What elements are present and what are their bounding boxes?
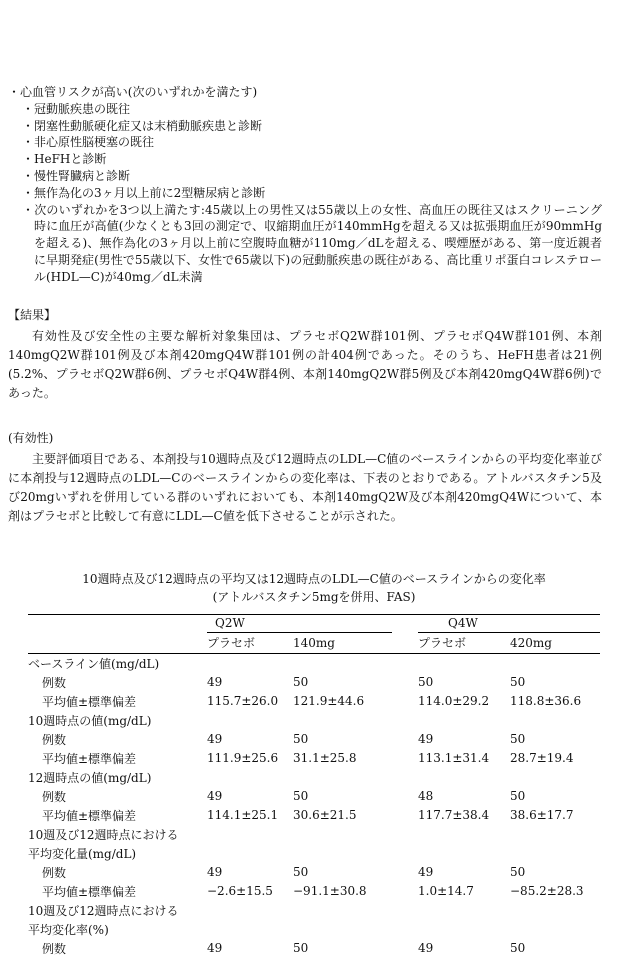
cell-value <box>510 768 600 787</box>
cell-value: 114.0±29.2 <box>418 694 490 709</box>
cell-value <box>418 825 510 844</box>
cell-value <box>293 768 418 787</box>
row-label: 例数 <box>42 865 67 880</box>
cell-value: 49 <box>207 732 223 747</box>
cell-value: −85.2±28.3 <box>510 884 584 899</box>
group-header-label: Q4W <box>418 615 600 633</box>
table-row <box>28 653 600 673</box>
cell-value: −2.6±15.5 <box>207 884 273 899</box>
col-header-placebo-q4w: プラセボ <box>418 634 510 654</box>
row-label: 平均変化率(%) <box>28 922 109 937</box>
cell-value: 50 <box>293 732 309 747</box>
cell-value: 30.6±21.5 <box>293 808 357 823</box>
cell-value: 50 <box>418 675 434 690</box>
row-label: 12週時点の値(mg/dL) <box>28 770 152 785</box>
cell-value <box>510 920 600 939</box>
cell-value <box>293 711 418 730</box>
criteria-list <box>8 84 602 286</box>
table-row <box>28 882 600 901</box>
row-label: 平均変化量(mg/dL) <box>28 846 137 861</box>
cell-value <box>510 901 600 920</box>
ldl-table-body <box>28 653 600 958</box>
row-label: ベースライン値(mg/dL) <box>28 656 160 671</box>
col-header-placebo-q2w: プラセボ <box>207 634 293 654</box>
bullet-item: ・閉塞性動脈硬化症又は末梢動脈疾患と診断 <box>22 118 263 133</box>
row-label: 平均値±標準偏差 <box>42 694 137 709</box>
cell-value <box>418 901 510 920</box>
cell-value: 50 <box>293 865 309 880</box>
bullet-item: ・次のいずれかを3つ以上満たす:45歳以上の男性又は55歳以上の女性、高血圧の既往又はスクリーニング時に血圧が高値(少なくとも3回の測定で、収縮期血圧が140mmHgを超える又は拡張期血圧が90mmHgを超える)、無作為化の3ヶ月以上前に空腹時血糖が110mg／dLを超える、喫煙歴がある、第一度近親者に早期発症(男性で55歳以下、女性で65歳以下)の冠動脈疾患の既往がある、高比重リポ蛋白コレステロール(HDL—C)が40mg／dL未満 <box>22 202 602 284</box>
row-label: 例数 <box>42 675 67 690</box>
column-header-row <box>28 634 600 654</box>
cell-value <box>418 844 510 863</box>
bullet-item: ・冠動脈疾患の既往 <box>22 101 131 116</box>
bullet-item: ・無作為化の3ヶ月以上前に2型糖尿病と診断 <box>22 185 266 200</box>
cell-value <box>510 711 600 730</box>
cell-value <box>207 653 293 673</box>
cell-value: 121.9±44.6 <box>293 694 365 709</box>
cell-value <box>293 844 418 863</box>
cell-value <box>293 653 418 673</box>
table-title-line2: (アトルバスタチン5mgを併用、FAS) <box>212 589 416 604</box>
table-row <box>28 844 600 863</box>
table-row <box>28 825 600 844</box>
row-label: 平均値±標準偏差 <box>42 884 137 899</box>
cell-value: 49 <box>207 789 223 804</box>
cell-value <box>293 825 418 844</box>
row-label: 平均値±標準偏差 <box>42 751 137 766</box>
row-label: 10週及び12週時点における <box>28 827 179 842</box>
cell-value: 50 <box>510 865 526 880</box>
cell-value: 49 <box>418 865 434 880</box>
cell-value: 49 <box>418 732 434 747</box>
table-row <box>28 730 600 749</box>
cell-value: 38.6±17.7 <box>510 808 574 823</box>
table-row <box>28 692 600 711</box>
cell-value: 115.7±26.0 <box>207 694 279 709</box>
bullet-item: ・非心原性脳梗塞の既往 <box>22 135 155 150</box>
cell-value <box>207 711 293 730</box>
cell-value: 49 <box>418 941 434 956</box>
cell-value <box>207 844 293 863</box>
cell-value: 113.1±31.4 <box>418 751 490 766</box>
table-row <box>28 939 600 958</box>
row-label: 平均値±標準偏差 <box>42 808 137 823</box>
cell-value: 50 <box>510 789 526 804</box>
empty-corner-cell <box>28 614 207 634</box>
row-label: 10週時点の値(mg/dL) <box>28 713 152 728</box>
table-row <box>28 711 600 730</box>
table-row <box>28 673 600 692</box>
cell-value: 28.7±19.4 <box>510 751 574 766</box>
cell-value: 49 <box>207 865 223 880</box>
cell-value: 111.9±25.6 <box>207 751 279 766</box>
efficacy-heading: (有効性) <box>8 430 54 445</box>
ldl-table-section <box>28 570 600 958</box>
cell-value <box>207 825 293 844</box>
table-row <box>28 806 600 825</box>
cell-value <box>510 844 600 863</box>
cell-value <box>418 711 510 730</box>
row-label: 例数 <box>42 941 67 956</box>
cell-value: 49 <box>207 675 223 690</box>
group-header-row <box>28 614 600 634</box>
cell-value <box>510 653 600 673</box>
cell-value: 50 <box>510 941 526 956</box>
cell-value: 49 <box>207 941 223 956</box>
cell-value: 114.1±25.1 <box>207 808 279 823</box>
group-header-q4w <box>418 614 600 634</box>
cell-value: 50 <box>293 675 309 690</box>
cell-value <box>293 920 418 939</box>
bullet-item: ・慢性腎臓病と診断 <box>22 168 131 183</box>
cell-value <box>207 901 293 920</box>
cell-value: 50 <box>293 789 309 804</box>
cell-value: 50 <box>293 941 309 956</box>
efficacy-paragraph: 主要評価項目である、本剤投与10週時点及び12週時点のLDL—C値のベースラインからの平均変化率並びに本剤投与12週時点のLDL—Cのベースラインからの変化率は、下表のとおりである。アトルバスタチン5及び20mgいずれを併用している群のいずれにおいても、本剤140mgQ2W及び本剤420mgQ4Wについて、本剤はプラセボと比較して有意にLDL—C値を低下させることが示された。 <box>8 451 602 523</box>
cell-value: 50 <box>510 732 526 747</box>
row-label: 例数 <box>42 732 67 747</box>
cell-value: 50 <box>510 675 526 690</box>
results-paragraph: 有効性及び安全性の主要な解析対象集団は、プラセボQ2W群101例、プラセボQ4W群101例、本剤140mgQ2W群101例及び本剤420mgQ4W群101例の計404例であった。そのうち、HeFH患者は21例(5.2%、プラセボQ2W群6例、プラセボQ4W群4例、本剤140mgQ2W群5例及び本剤420mgQ4W群6例)であった。 <box>8 328 602 400</box>
cell-value: 117.7±38.4 <box>418 808 490 823</box>
bullet-item: ・心血管リスクが高い(次のいずれかを満たす) <box>8 85 258 99</box>
results-heading: 【結果】 <box>8 307 57 322</box>
table-row <box>28 920 600 939</box>
table-title-line1: 10週時点及び12週時点の平均又は12週時点のLDL—C値のベースラインからの変化率 <box>82 571 546 586</box>
group-header-q2w <box>207 614 418 634</box>
row-label: 10週及び12週時点における <box>28 903 179 918</box>
table-row <box>28 787 600 806</box>
col-header-140mg: 140mg <box>293 634 418 654</box>
table-row <box>28 768 600 787</box>
cell-value <box>293 901 418 920</box>
cell-value: 1.0±14.7 <box>418 884 474 899</box>
cell-value <box>418 653 510 673</box>
row-label: 例数 <box>42 789 67 804</box>
bullet-item: ・HeFHと診断 <box>22 152 107 167</box>
table-row <box>28 901 600 920</box>
cell-value <box>418 920 510 939</box>
empty-corner-cell <box>28 634 207 654</box>
table-row <box>28 749 600 768</box>
cell-value <box>207 768 293 787</box>
ldl-change-table <box>28 614 600 958</box>
cell-value <box>510 825 600 844</box>
cell-value <box>418 768 510 787</box>
cell-value <box>207 920 293 939</box>
col-header-420mg: 420mg <box>510 634 600 654</box>
table-row <box>28 863 600 882</box>
cell-value: 118.8±36.6 <box>510 694 582 709</box>
cell-value: 31.1±25.8 <box>293 751 357 766</box>
cell-value: 48 <box>418 789 434 804</box>
cell-value: −91.1±30.8 <box>293 884 367 899</box>
group-header-label: Q2W <box>207 615 392 633</box>
